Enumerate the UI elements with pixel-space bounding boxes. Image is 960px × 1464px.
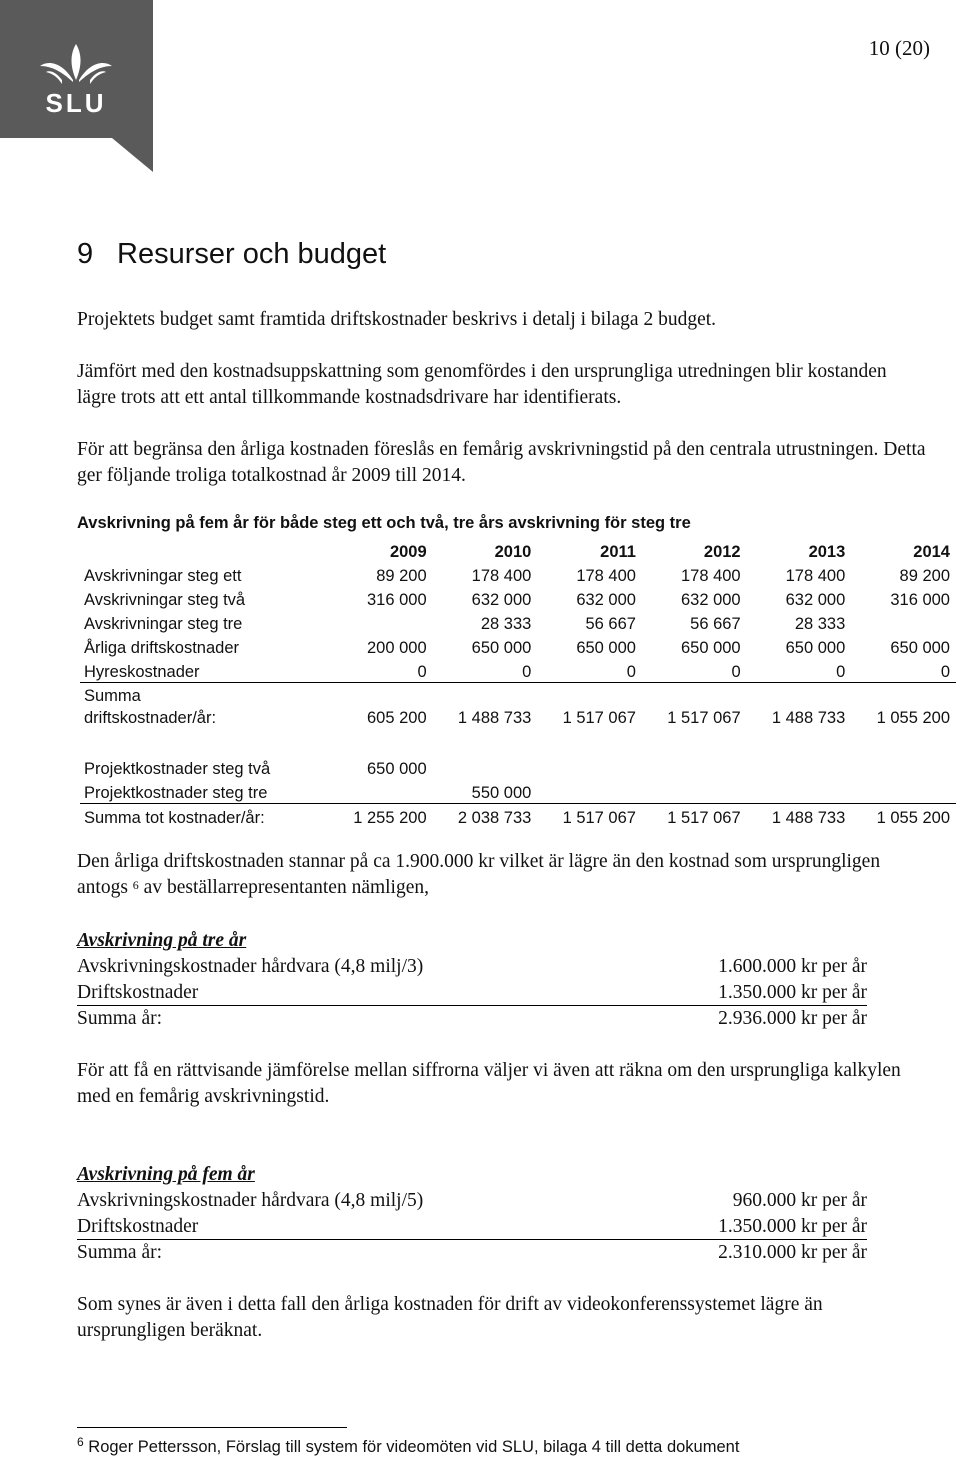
table-cell: 0 <box>747 658 852 683</box>
summa-cell: 1 517 067 <box>667 709 741 727</box>
three-year-block <box>77 928 867 1032</box>
table-cell: 0 <box>328 658 433 683</box>
three-year-row <box>77 954 867 980</box>
cost-value: 1.600.000 kr per år <box>718 956 867 977</box>
cost-value: 960.000 kr per år <box>732 1190 867 1211</box>
summa-cell: 1 488 733 <box>771 709 846 727</box>
three-year-row <box>77 980 867 1006</box>
row-label: Projektkostnader steg två <box>84 760 271 778</box>
row-label: Projektkostnader steg tre <box>80 779 328 804</box>
table-header-row <box>80 538 956 562</box>
logo-text: SLU <box>45 88 107 118</box>
summa-cell: 1 055 200 <box>876 709 950 727</box>
table-cell: 316 000 <box>367 591 427 609</box>
table-cell: 632 000 <box>680 591 741 609</box>
cost-label: Avskrivningskostnader hårdvara (4,8 milj/5) <box>77 1190 424 1211</box>
summa-cell: 1 517 067 <box>562 709 636 727</box>
table-cell <box>537 779 642 804</box>
row-label: Avskrivningar steg ett <box>84 567 242 585</box>
cost-value: 1.350.000 kr per år <box>718 1216 867 1237</box>
summa-label-line: driftskostnader/år: <box>84 709 217 727</box>
table-cell: 56 667 <box>585 615 636 633</box>
five-year-block <box>77 1162 867 1266</box>
table-cell <box>851 610 956 634</box>
table-cell: 650 000 <box>785 639 846 657</box>
table-cell: 650 000 <box>890 639 950 657</box>
summa-label-line: Summa <box>84 687 141 705</box>
cost-value: 2.310.000 kr per år <box>718 1242 867 1263</box>
cost-label: Driftskostnader <box>77 982 199 1003</box>
footnote-number: 6 <box>77 1435 84 1449</box>
table-cell <box>433 755 538 779</box>
footnote-text: Roger Pettersson, Förslag till system för videomöten vid SLU, bilaga 4 till detta dokument <box>83 1438 740 1456</box>
project-row <box>80 779 956 804</box>
year-header: 2009 <box>389 543 427 561</box>
total-label: Summa tot kostnader/år: <box>84 809 265 827</box>
table-cell: 632 000 <box>471 591 532 609</box>
budget-table <box>80 538 956 828</box>
summa-cell: 605 200 <box>367 709 427 727</box>
table-header-blank <box>80 538 328 562</box>
table-cell <box>328 779 433 804</box>
paragraph-annual-cost <box>77 849 927 901</box>
table-cell: 650 000 <box>576 639 636 657</box>
table-cell: 650 000 <box>680 639 741 657</box>
cost-label: Driftskostnader <box>77 1216 199 1237</box>
table-cell: 89 200 <box>376 567 427 585</box>
five-year-row <box>77 1240 867 1266</box>
table-cell: 56 667 <box>690 615 741 633</box>
table-cell <box>747 779 852 804</box>
five-year-row <box>77 1188 867 1214</box>
table-cell <box>851 779 956 804</box>
table-cell: 650 000 <box>367 760 427 778</box>
section-number: 9 <box>77 238 94 270</box>
table-cell: 632 000 <box>576 591 636 609</box>
table-row <box>80 562 956 586</box>
total-cell: 1 055 200 <box>876 809 950 827</box>
total-cell: 1 255 200 <box>353 809 427 827</box>
table-cell <box>328 610 433 634</box>
table-row <box>80 586 956 610</box>
summa-row <box>80 683 956 732</box>
table-cell: 550 000 <box>433 779 538 804</box>
table-cell: 0 <box>537 658 642 683</box>
cost-label: Summa år: <box>77 1242 163 1263</box>
table-cell <box>851 755 956 779</box>
total-cell: 1 517 067 <box>667 809 741 827</box>
row-label: Avskrivningar steg tre <box>84 615 243 633</box>
year-header: 2011 <box>600 543 636 561</box>
table-cell: 28 333 <box>794 615 846 633</box>
row-label: Avskrivningar steg två <box>84 591 246 609</box>
section-heading <box>77 238 386 271</box>
total-cell: 1 517 067 <box>562 809 636 827</box>
paragraph-annual-cost-text-end: av beställarrepresentanten nämligen, <box>138 877 430 898</box>
paragraph-conclusion: Som synes är även i detta fall den årliga kostnaden för drift av videokonferenssystemet lägre än ursprungligen beräknat. <box>77 1294 823 1341</box>
cost-value: 1.350.000 kr per år <box>718 982 867 1003</box>
page-number: 10 (20) <box>868 36 930 60</box>
table-cell: 0 <box>433 658 538 683</box>
table-cell: 650 000 <box>471 639 532 657</box>
table-cell: 0 <box>851 658 956 683</box>
paragraph-recalculation: För att få en rättvisande jämförelse mellan siffrorna väljer vi även att räkna om den ursprungliga kalkylen med en femårig avskrivningstid. <box>77 1060 901 1107</box>
year-header: 2012 <box>703 543 741 561</box>
table-row <box>80 634 956 658</box>
three-year-heading: Avskrivning på tre år <box>77 930 247 951</box>
spacer-cell <box>80 731 956 755</box>
row-label: Hyreskostnader <box>80 658 328 683</box>
table-cell <box>747 755 852 779</box>
total-row <box>80 804 956 829</box>
table-cell: 89 200 <box>899 567 950 585</box>
three-year-row <box>77 1006 867 1032</box>
section-title: Resurser och budget <box>117 238 387 270</box>
paragraph-intro: Projektets budget samt framtida driftskostnader beskrivs i detalj i bilaga 2 budget. <box>77 309 717 330</box>
footnote-divider <box>77 1427 347 1428</box>
slu-logo <box>0 0 153 172</box>
table-cell: 178 400 <box>680 567 741 585</box>
table-cell: 0 <box>642 658 747 683</box>
table-cell: 28 333 <box>480 615 532 633</box>
row-label: Årliga driftskostnader <box>84 639 239 657</box>
total-cell: 1 488 733 <box>771 809 846 827</box>
paragraph-comparison: Jämfört med den kostnadsuppskattning som genomfördes i den ursprungliga utredningen blir kostanden lägre trots att ett antal tillkommande kostnadsdrivare har identifierats. <box>77 361 887 408</box>
year-header: 2013 <box>808 543 846 561</box>
table-row <box>80 658 956 683</box>
five-year-row <box>77 1214 867 1240</box>
year-header: 2014 <box>913 543 950 561</box>
table-row <box>80 610 956 634</box>
cost-label: Summa år: <box>77 1008 163 1029</box>
table-cell <box>642 779 747 804</box>
paragraph-annual-cost-text: Den årliga driftskostnaden stannar på ca 1.900.000 kr vilket är lägre än den kostnad som ursprungligen antogs <box>77 851 881 898</box>
table-cell: 316 000 <box>890 591 950 609</box>
cost-label: Avskrivningskostnader hårdvara (4,8 milj/3) <box>77 956 424 977</box>
footnote <box>77 1435 740 1457</box>
paragraph-depreciation: För att begränsa den årliga kostnaden föreslås en femårig avskrivningstid på den centrala utrustningen. Detta ger följande troliga totalkostnad år 2009 till 2014. <box>77 439 926 486</box>
table-cell: 178 400 <box>576 567 636 585</box>
table-cell: 178 400 <box>785 567 846 585</box>
summa-cell: 1 488 733 <box>457 709 532 727</box>
footnote-reference: 6 <box>132 878 139 892</box>
project-row <box>80 755 956 779</box>
cost-value: 2.936.000 kr per år <box>718 1008 867 1029</box>
table-cell: 632 000 <box>785 591 846 609</box>
table-cell <box>537 755 642 779</box>
total-cell: 2 038 733 <box>457 809 532 827</box>
year-header: 2010 <box>494 543 532 561</box>
table-caption: Avskrivning på fem år för både steg ett och två, tre års avskrivning för steg tre <box>77 514 691 532</box>
table-cell: 178 400 <box>471 567 532 585</box>
table-cell <box>642 755 747 779</box>
summa-label <box>80 683 328 732</box>
table-cell: 200 000 <box>367 639 427 657</box>
table-spacer <box>80 731 956 755</box>
five-year-heading: Avskrivning på fem år <box>77 1164 255 1185</box>
